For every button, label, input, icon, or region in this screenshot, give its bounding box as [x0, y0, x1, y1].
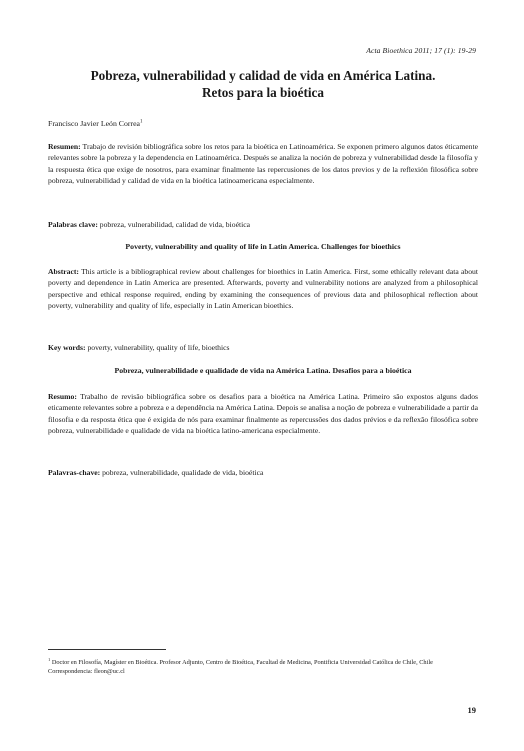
footnote-affiliation-text: Doctor en Filosofía, Magíster en Bioética. Profesor Adjunto, Centro de Bioética, Facultad de Medicina, Pontificia Universidad Católica de Chile, Chile	[50, 659, 433, 667]
portuguese-keywords	[48, 467, 478, 478]
footnote	[48, 655, 478, 677]
spanish-abstract	[48, 141, 478, 186]
english-abstract-text: This article is a bibliographical review about challenges for bioethics in Latin America. First, some ethically relevant data about poverty and dependence in Latin America are presented. Afterwards, poverty and vulnerability notions are analyzed from a philosophical perspective and ethical response required, ending by examining the consequences of previous data and philosophical reflection about poverty, vulnerability and quality of life, especially in Latin American bioethics.	[48, 267, 478, 310]
english-abstract-label: Abstract:	[48, 267, 79, 276]
author-name: Francisco Javier León Correa	[48, 119, 141, 128]
portuguese-keywords-label: Palavras-chave:	[48, 468, 101, 477]
english-title: Poverty, vulnerability and quality of life in Latin America. Challenges for bioethics	[125, 242, 401, 251]
portuguese-abstract	[48, 391, 478, 436]
english-abstract	[48, 266, 478, 311]
footnote-affiliation	[48, 655, 478, 667]
title-line-2: Retos para la bioética	[202, 85, 324, 100]
english-keywords-label: Key words:	[48, 343, 86, 352]
spanish-abstract-text: Trabajo de revisión bibliográfica sobre los retos para la bioética en Latinoamérica. Se exponen primero algunos datos éticamente relevantes sobre la pobreza y la dependencia en Latinoamérica. Después se analiza la noción de pobreza y vulnerabilidad desde la filosofía y la respuesta ética que exige de nosotros, para examinar finalmente las repercusiones de los datos previos y de la reflexión filosófica sobre pobreza, vulnerabilidad y calidad de vida en la bioética latinoamericana especialmente.	[48, 142, 478, 185]
article-title	[48, 67, 478, 101]
footnote-correspondence: Correspondencia: fleon@uc.cl	[48, 668, 125, 676]
page-number: 19	[467, 705, 476, 715]
english-keywords	[48, 342, 478, 353]
author-line	[48, 119, 143, 128]
english-keywords-text: poverty, vulnerability, quality of life, bioethics	[85, 343, 230, 352]
author-footnote-mark: 1	[140, 119, 143, 125]
spanish-abstract-label: Resumen:	[48, 142, 81, 151]
portuguese-abstract-label: Resumo:	[48, 392, 77, 401]
spanish-keywords	[48, 219, 478, 230]
running-head: Acta Bioethica 2011; 17 (1): 19-29	[366, 46, 476, 55]
footnote-rule	[48, 649, 166, 650]
portuguese-abstract-text: Trabalho de revisão bibliográfica sobre os desafios para a bioética na América Latina. Primeiro são expostos alguns dados eticamente relevantes sobre a pobreza e a dependência na América Latina. Depois se analisa a noção de pobreza e vulnerabilidade a partir da filosofia e da resposta ética que é exigida de nós para examinar finalmente as repercussões dos dados prévios e da reflexão filosófica sobre pobreza, vulnerabilidade e qualidade de vida na bioética latino-americana especialmente.	[48, 392, 478, 435]
footnote-mark: 1	[48, 657, 51, 662]
portuguese-title: Pobreza, vulnerabilidade e qualidade de vida na América Latina. Desafios para a bioética	[114, 366, 412, 375]
spanish-keywords-text: pobreza, vulnerabilidad, calidad de vida, bioética	[97, 220, 250, 229]
title-line-1: Pobreza, vulnerabilidad y calidad de vida en América Latina.	[90, 68, 436, 83]
spanish-keywords-label: Palabras clave:	[48, 220, 98, 229]
portuguese-keywords-text: pobreza, vulnerabilidade, qualidade de vida, bioética	[100, 468, 264, 477]
